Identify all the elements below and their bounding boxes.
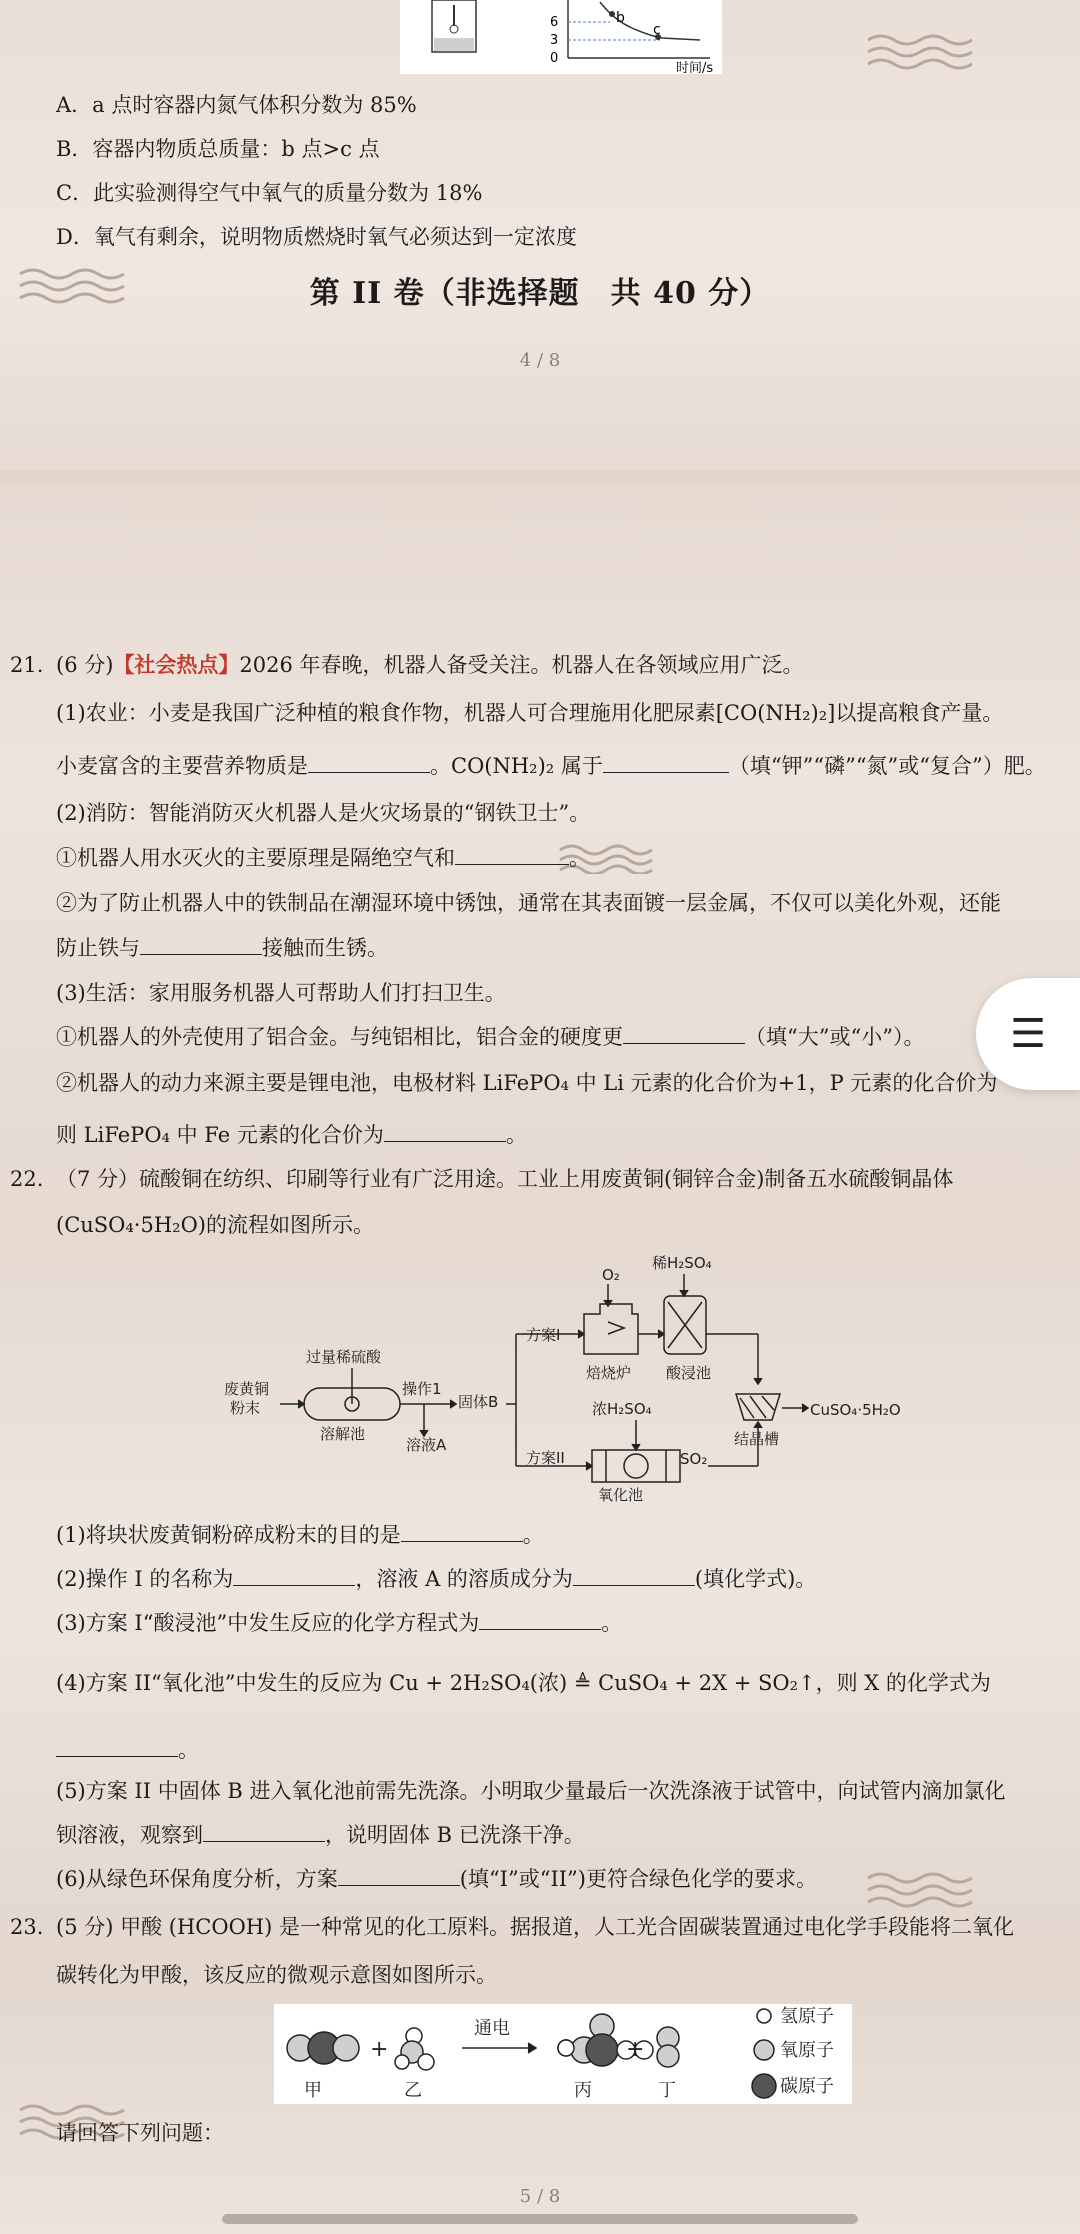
- q22-sub1: (1)将块状废黄铜粉碎成粉末的目的是 。: [56, 1523, 544, 1547]
- q21-part2-1: ①机器人用水灭火的主要原理是隔绝空气和 。: [56, 846, 590, 870]
- flow-raw-label: 废黄铜: [224, 1380, 270, 1398]
- page-separator: [0, 470, 1080, 484]
- legend-carbon: 碳原子: [780, 2076, 834, 2097]
- process-flow-diagram: [210, 1250, 930, 1518]
- flow-dissolve-label: 溶解池: [320, 1425, 366, 1443]
- molecule-label: 丁: [658, 2080, 676, 2101]
- flow-op1-label: 操作1: [402, 1380, 442, 1398]
- q21-part2-2: ②为了防止机器人中的铁制品在潮湿环境中锈蚀，通常在其表面镀一层金属，不仅可以美化外观，还能: [56, 891, 1001, 915]
- q21-part2-2b: 防止铁与 接触而生锈。: [56, 936, 388, 960]
- y-tick: 6: [550, 15, 559, 30]
- flow-oxidation: 氧化池: [598, 1486, 644, 1504]
- flow-crystallizer: 结晶槽: [734, 1430, 780, 1448]
- q21-part2: (2)消防：智能消防灭火机器人是火灾场景的“钢铁卫士”。: [56, 801, 591, 825]
- wave-decoration-icon: [866, 32, 974, 72]
- page-number: 4 / 8: [519, 350, 561, 371]
- q21-part1: (1)农业：小麦是我国广泛种植的粮食作物，机器人可合理施用化肥尿素[CO(NH₂)₂]以提高粮食产量。: [56, 701, 1004, 725]
- q21-intro: [56, 650, 804, 680]
- q21-part3-1: ①机器人的外壳使用了铝合金。与纯铝相比，铝合金的硬度更 （填“大”或“小”）。: [56, 1025, 925, 1049]
- answer-blank[interactable]: [203, 1821, 325, 1842]
- q22-sub4: (4)方案 II“氧化池”中发生的反应为 Cu + 2H₂SO₄(浓) ≜ CuSO₄ + 2X + SO₂↑，则 X 的化学式为: [56, 1671, 991, 1695]
- plus-sign: +: [626, 2037, 645, 2062]
- x-axis-label: 时间/s: [676, 61, 714, 74]
- option-a: A．a 点时容器内氮气体积分数为 85%: [56, 93, 417, 117]
- q21-part3-2b: 则 LiFePO₄ 中 Fe 元素的化合价为 。: [56, 1123, 527, 1147]
- floating-menu-button[interactable]: [976, 978, 1080, 1090]
- flow-dilute-acid: 稀H₂SO₄: [652, 1254, 712, 1272]
- flow-so2: SO₂: [680, 1450, 708, 1468]
- answer-blank[interactable]: [573, 1565, 695, 1586]
- legend-hydrogen: 氢原子: [780, 2006, 834, 2027]
- q22-sub5b: 钡溶液，观察到 ，说明固体 B 已洗涤干净。: [56, 1823, 585, 1847]
- q21-part3-2: ②机器人的动力来源主要是锂电池，电极材料 LiFePO₄ 中 Li 元素的化合价为+1，P 元素的化合价为: [56, 1071, 998, 1095]
- answer-blank[interactable]: [623, 1023, 745, 1044]
- molecule-label: 乙: [404, 2080, 422, 2101]
- y-tick: 3: [550, 33, 559, 48]
- section-heading: 第 II 卷（非选择题 共 40 分）: [309, 276, 771, 311]
- q22-intro-2: (CuSO₄·5H₂O)的流程如图所示。: [56, 1213, 374, 1237]
- option-d: D．氧气有剩余，说明物质燃烧时氧气必须达到一定浓度: [56, 225, 577, 249]
- answer-blank[interactable]: [140, 934, 262, 955]
- q22-sub6: (6)从绿色环保角度分析，方案 (填“I”或“II”)更符合绿色化学的要求。: [56, 1867, 817, 1891]
- molecule-diagram: [274, 2004, 852, 2104]
- q21-intro-text: 2026 年春晚，机器人备受关注。机器人在各领域应用广泛。: [239, 653, 804, 677]
- flow-leach: 酸浸池: [666, 1364, 712, 1382]
- q22-sub4-answer: 。: [56, 1735, 199, 1765]
- flow-product: CuSO₄·5H₂O: [810, 1401, 901, 1419]
- flow-solid-b: 固体B: [458, 1393, 499, 1411]
- molecule-label: 丙: [574, 2080, 592, 2101]
- q22-sub5: (5)方案 II 中固体 B 进入氧化池前需先洗涤。小明取少量最后一次洗涤液于试管中，向试管内滴加氯化: [56, 1779, 1006, 1803]
- molecule-label: 甲: [304, 2080, 322, 2101]
- q22-sub2: (2)操作 I 的名称为 ，溶液 A 的溶质成分为 (填化学式)。: [56, 1567, 817, 1591]
- question-number: 21.: [10, 653, 44, 677]
- flow-acid-label: 过量稀硫酸: [306, 1348, 382, 1366]
- answer-blank[interactable]: [455, 844, 569, 865]
- q21-part3: (3)生活：家用服务机器人可帮助人们打扫卫生。: [56, 981, 506, 1005]
- question-number: 23.: [10, 1915, 44, 1939]
- page-number: 5 / 8: [519, 2186, 561, 2207]
- answer-blank[interactable]: [401, 1521, 523, 1542]
- hot-topic-tag: 【社会热点】: [113, 652, 240, 677]
- answer-blank[interactable]: [384, 1121, 506, 1142]
- flow-plan2: 方案II: [526, 1449, 565, 1467]
- q21-score: (6 分): [56, 653, 114, 677]
- hamburger-menu-icon: ☰: [1010, 1011, 1046, 1057]
- answer-blank[interactable]: [603, 752, 729, 773]
- question-number: 22.: [10, 1167, 44, 1191]
- flow-roaster: 焙烧炉: [586, 1364, 632, 1382]
- answer-blank[interactable]: [56, 1736, 178, 1757]
- test-tube-icon: [432, 0, 476, 52]
- option-c: C．此实验测得空气中氧气的质量分数为 18%: [56, 181, 483, 205]
- y-tick: 0: [550, 51, 559, 66]
- answer-blank[interactable]: [308, 752, 430, 773]
- top-figure-svg: [400, 0, 722, 74]
- reaction-condition: 通电: [474, 2018, 510, 2039]
- flow-raw-label-2: 粉末: [230, 1399, 261, 1417]
- top-figure: [400, 0, 722, 74]
- q23-intro: (5 分) 甲酸 (HCOOH) 是一种常见的化工原料。据报道，人工光合固碳装置通过电化学手段能将二氧化: [56, 1915, 1014, 1939]
- curve-graph: [550, 0, 713, 74]
- answer-blank[interactable]: [233, 1565, 355, 1586]
- flow-o2: O₂: [602, 1266, 620, 1284]
- point-b-label: b: [616, 10, 625, 26]
- flow-conc-acid: 浓H₂SO₄: [592, 1400, 652, 1418]
- q23-intro-2: 碳转化为甲酸，该反应的微观示意图如图所示。: [56, 1963, 497, 1987]
- home-indicator-bar[interactable]: [222, 2214, 858, 2224]
- answer-blank[interactable]: [338, 1865, 460, 1886]
- option-b: B．容器内物质总质量：b 点>c 点: [56, 137, 380, 161]
- point-c-label: c: [653, 22, 661, 38]
- flow-plan1: 方案I: [526, 1326, 561, 1344]
- plus-sign: +: [370, 2037, 389, 2062]
- q21-part1-question: 小麦富含的主要营养物质是 。CO(NH₂)₂ 属于 （填“钾”“磷”“氮”或“复合”）肥。: [56, 754, 1046, 778]
- wave-decoration-icon: [866, 1870, 974, 1910]
- q22-intro: （7 分）硫酸铜在纺织、印刷等行业有广泛用途。工业上用废黄铜(铜锌合金)制备五水硫酸铜晶体: [56, 1167, 954, 1191]
- flow-solution-a: 溶液A: [406, 1436, 447, 1454]
- q22-sub3: (3)方案 I“酸浸池”中发生反应的化学方程式为 。: [56, 1611, 623, 1635]
- answer-blank[interactable]: [479, 1609, 601, 1630]
- legend-oxygen: 氧原子: [780, 2040, 834, 2061]
- q23-follow: 请回答下列问题：: [56, 2121, 224, 2145]
